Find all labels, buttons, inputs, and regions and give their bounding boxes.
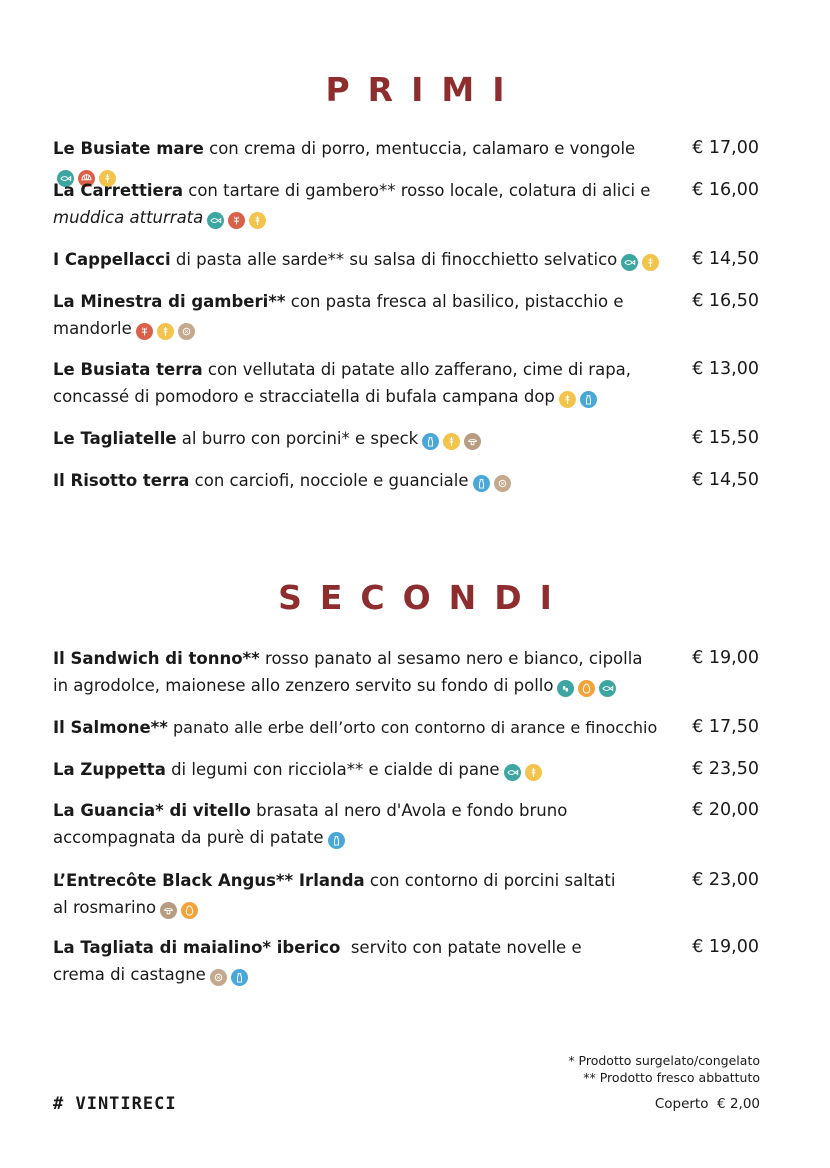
dish-name: La Minestra di gamberi** xyxy=(53,292,286,311)
dish-price: € 17,00 xyxy=(692,138,759,158)
section-title-primi: PRIMI xyxy=(325,70,523,109)
dish-description: rosso panato al sesamo nero e bianco, cipolla in agrodolce, maionese allo zenzero servito su fondo di pollo xyxy=(53,649,643,695)
dish-price: € 14,50 xyxy=(692,249,759,269)
fish-icon xyxy=(207,212,224,229)
menu-item xyxy=(53,797,763,852)
dish-price: € 19,00 xyxy=(692,648,759,668)
dish-name: I Cappellacci xyxy=(53,250,171,269)
gluten-icon xyxy=(249,212,266,229)
allergen-icons xyxy=(210,962,252,989)
allergen-icons xyxy=(422,426,485,453)
dish-description: con crema di porro, mentuccia, calamaro e vongole xyxy=(203,139,636,158)
nuts-icon xyxy=(494,475,511,492)
menu-item xyxy=(53,645,763,700)
dish-price: € 13,00 xyxy=(692,359,759,379)
milk-icon xyxy=(473,475,490,492)
fish-icon xyxy=(599,680,616,697)
menu-item xyxy=(53,934,763,989)
gluten-icon xyxy=(642,254,659,271)
gluten-icon xyxy=(525,764,542,781)
sesame-icon xyxy=(557,680,574,697)
dish-description: con vellutata di patate allo zafferano, cime di rapa, concassé di pomodoro e stracciatella di bufala campana dop xyxy=(53,360,632,406)
fish-icon xyxy=(621,254,638,271)
menu-item xyxy=(53,756,763,784)
nuts-icon xyxy=(178,323,195,340)
allergen-icons xyxy=(504,757,546,784)
dish-price: € 14,50 xyxy=(692,470,759,490)
allergen-icons xyxy=(160,895,202,922)
menu-item xyxy=(53,246,763,274)
coperto-price: Coperto € 2,00 xyxy=(654,1096,760,1112)
section-title-secondi: SECONDI xyxy=(278,578,570,617)
mushroom-icon xyxy=(464,433,481,450)
egg-icon xyxy=(181,902,198,919)
menu-item xyxy=(53,356,763,411)
crustacean-icon xyxy=(228,212,245,229)
dish-price: € 19,00 xyxy=(692,937,759,957)
egg-icon xyxy=(578,680,595,697)
nuts-icon xyxy=(210,969,227,986)
allergen-icons xyxy=(621,247,663,274)
dish-name: La Tagliata di maialino* iberico xyxy=(53,938,341,957)
milk-icon xyxy=(580,391,597,408)
gluten-icon xyxy=(157,323,174,340)
menu-item xyxy=(53,288,763,343)
dish-name: La Carrettiera xyxy=(53,181,183,200)
dish-price: € 15,50 xyxy=(692,428,759,448)
dish-name: Le Tagliatelle xyxy=(53,429,177,448)
brand-logo: # VINTIRECI xyxy=(53,1094,177,1114)
dish-description: con tartare di gambero** rosso locale, colatura di alici e xyxy=(183,181,651,200)
dish-description: con contorno di porcini saltati al rosmarino xyxy=(53,871,616,917)
mushroom-icon xyxy=(160,902,177,919)
gluten-icon xyxy=(443,433,460,450)
dish-name: La Zuppetta xyxy=(53,760,166,779)
footer-notes xyxy=(568,1052,760,1086)
fish-icon xyxy=(504,764,521,781)
dish-description: di pasta alle sarde** su salsa di finocchietto selvatico xyxy=(170,250,618,269)
dish-description: al burro con porcini* e speck xyxy=(176,429,419,448)
milk-icon xyxy=(231,969,248,986)
dish-description: con carciofi, nocciole e guanciale xyxy=(189,471,469,490)
menu-item xyxy=(53,867,763,922)
dish-description: brasata al nero d'Avola e fondo bruno accompagnata da purè di patate xyxy=(53,801,568,847)
dish-price: € 23,50 xyxy=(692,759,759,779)
dish-price: € 16,00 xyxy=(692,180,759,200)
crustacean-icon xyxy=(136,323,153,340)
dish-description: panato alle erbe dell’orto con contorno di arance e finocchio xyxy=(167,718,658,737)
dish-price: € 20,00 xyxy=(692,800,759,820)
dish-price: € 23,00 xyxy=(692,870,759,890)
dish-price: € 17,50 xyxy=(692,717,759,737)
dish-price: € 16,50 xyxy=(692,291,759,311)
dish-description: di legumi con ricciola** e cialde di pane xyxy=(165,760,500,779)
dish-description: con pasta fresca al basilico, pistacchio e mandorle xyxy=(53,292,624,338)
dish-name: Le Busiata terra xyxy=(53,360,203,379)
note-frozen: * Prodotto surgelato/congelato xyxy=(568,1053,760,1068)
dish-name: La Guancia* di vitello xyxy=(53,801,251,820)
menu-item xyxy=(53,714,763,741)
allergen-icons xyxy=(328,825,349,852)
allergen-icons xyxy=(207,205,270,232)
allergen-icons xyxy=(136,316,199,343)
note-fresh: ** Prodotto fresco abbattuto xyxy=(583,1070,760,1085)
milk-icon xyxy=(328,832,345,849)
dish-name: Il Risotto terra xyxy=(53,471,190,490)
allergen-icons xyxy=(557,673,620,700)
allergen-icons xyxy=(559,384,601,411)
milk-icon xyxy=(422,433,439,450)
menu-item xyxy=(53,425,763,453)
dish-name: Il Salmone** xyxy=(53,718,168,737)
menu-item xyxy=(53,467,763,495)
dish-name: L’Entrecôte Black Angus** Irlanda xyxy=(53,871,365,890)
dish-name: Il Sandwich di tonno** xyxy=(53,649,260,668)
allergen-icons xyxy=(473,468,515,495)
menu-item xyxy=(53,177,763,232)
dish-name: Le Busiate mare xyxy=(53,139,204,158)
dish-description: servito con patate novelle e crema di castagne xyxy=(53,938,587,984)
dish-description-italic: muddica atturrata xyxy=(53,208,204,227)
gluten-icon xyxy=(559,391,576,408)
